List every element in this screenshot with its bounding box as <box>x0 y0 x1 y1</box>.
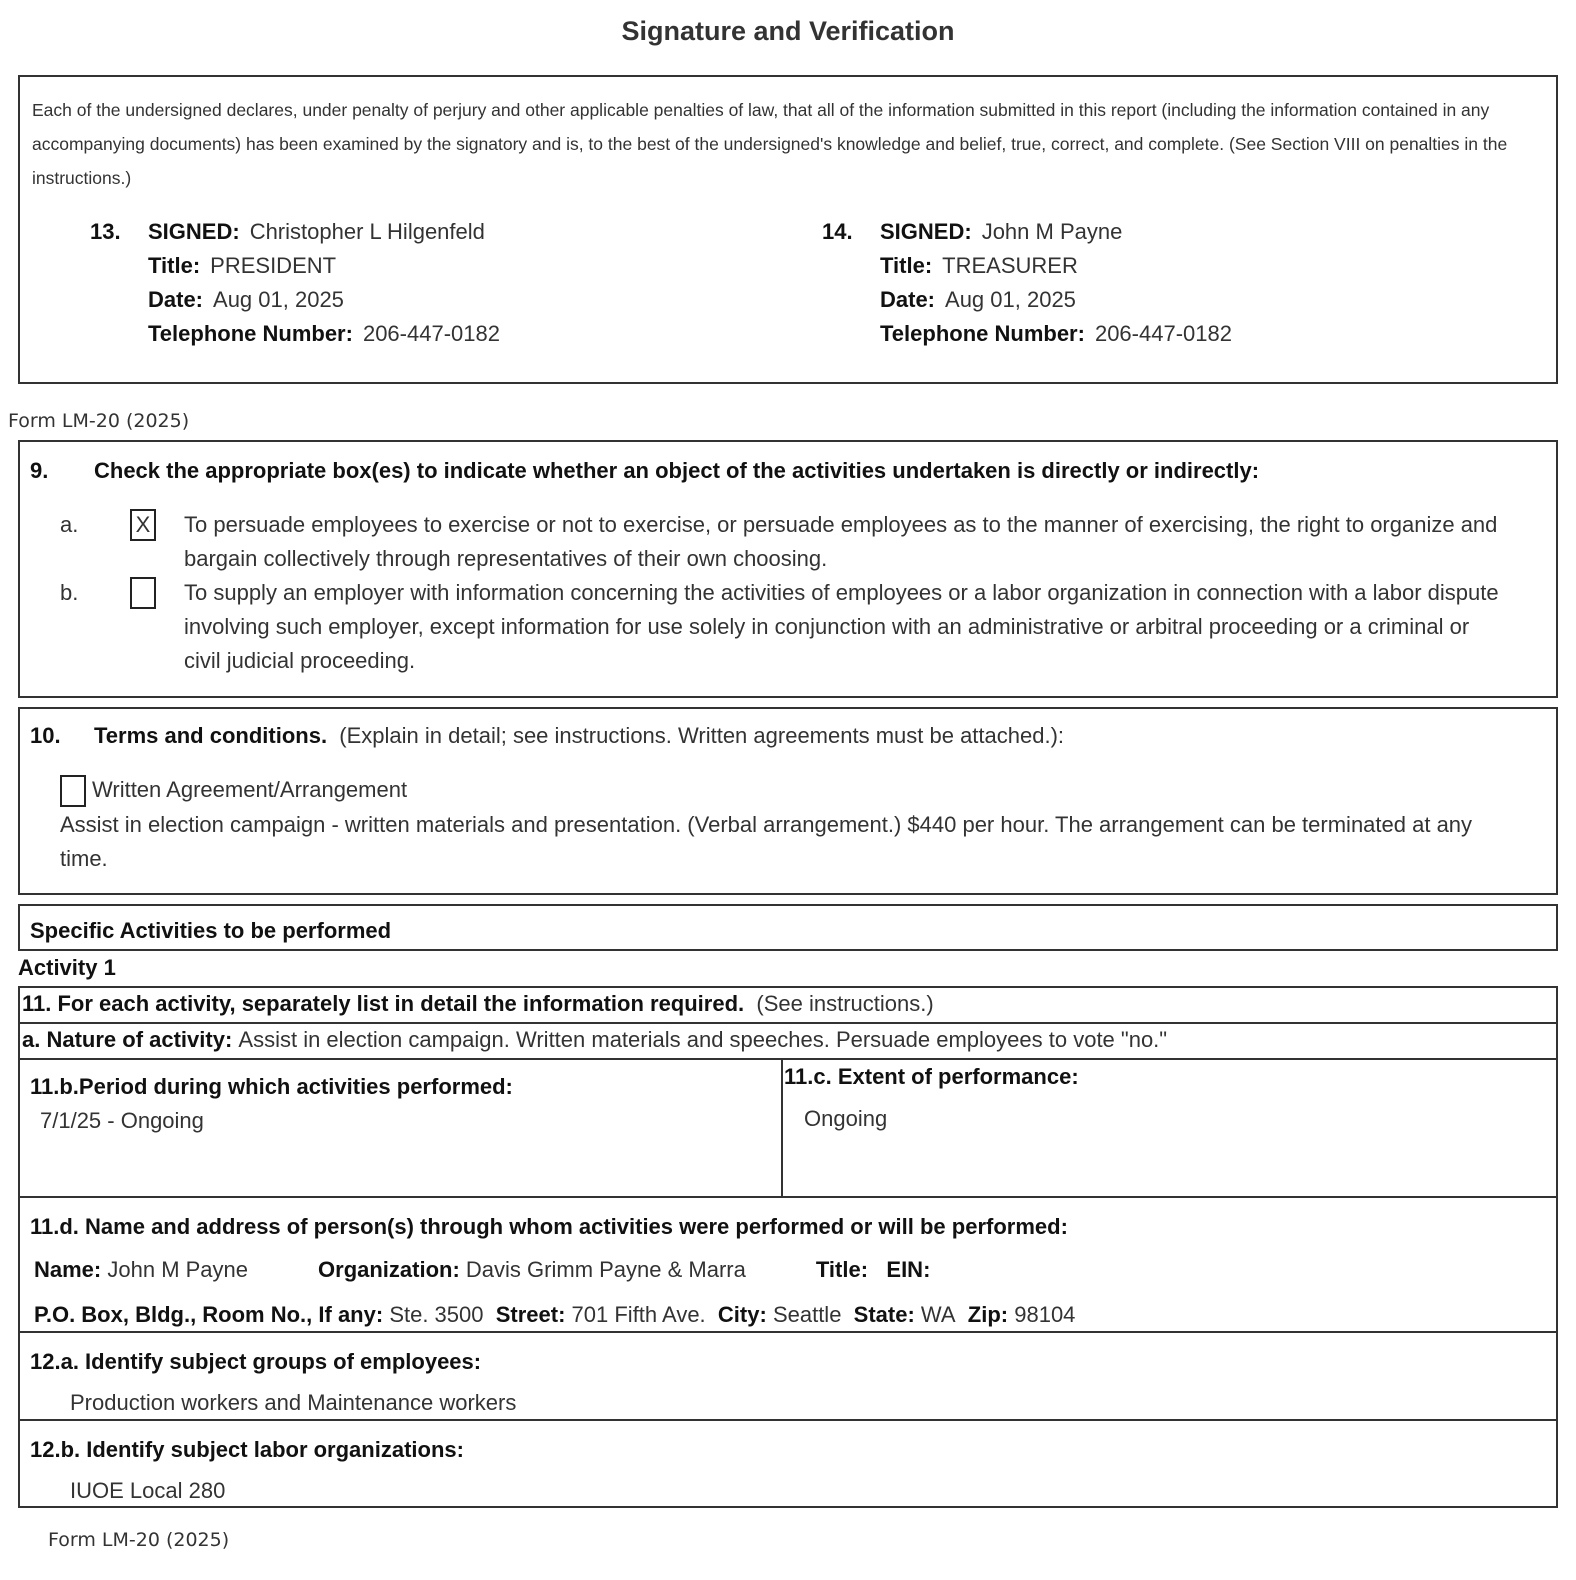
pobox-value: Ste. 3500 <box>389 1302 484 1327</box>
nature-of-activity-value: Assist in election campaign. Written materials and speeches. Persuade employees to vote "no." <box>238 1027 1168 1052</box>
section-9-box <box>18 440 1558 698</box>
written-agreement-checkbox[interactable] <box>60 775 86 807</box>
item-letter: b. <box>60 580 79 605</box>
date-row <box>880 283 1232 317</box>
written-agreement-label: Written Agreement/Arrangement <box>92 777 408 802</box>
section-10-number: 10. <box>30 723 61 748</box>
title-label: Title: <box>148 253 201 278</box>
item-a-checkbox[interactable]: X <box>130 509 156 541</box>
column-divider <box>781 1060 783 1196</box>
ein-label: EIN: <box>886 1257 931 1282</box>
phone-row <box>880 317 1232 351</box>
date-label: Date: <box>880 287 936 312</box>
section-10-heading <box>30 723 1064 749</box>
extent-label: 11.c. Extent of performance: <box>784 1064 1079 1089</box>
terms-description: Assist in election campaign - written materials and presentation. (Verbal arrangement.) $440 per hour. The arrangement can be terminated at any time. <box>60 812 1473 871</box>
date-value: Aug 01, 2025 <box>213 287 344 312</box>
footer-form-label: Form LM-20 (2025) <box>48 1529 230 1551</box>
date-value: Aug 01, 2025 <box>945 287 1076 312</box>
subject-groups-value: Production workers and Maintenance workers <box>70 1390 517 1415</box>
name-label: Name: <box>34 1257 102 1282</box>
state-label: State: <box>853 1302 915 1327</box>
signed-value: John M Payne <box>981 219 1123 244</box>
subject-groups-label: 12.a. Identify subject groups of employees: <box>30 1349 482 1374</box>
period-cell <box>30 1074 513 1133</box>
item-11-note: (See instructions.) <box>756 991 934 1016</box>
date-row <box>148 283 500 317</box>
signed-row <box>880 215 1232 249</box>
phone-value: 206-447-0182 <box>1094 321 1232 346</box>
item-11a-row <box>18 1022 1558 1060</box>
declaration-text: Each of the undersigned declares, under penalty of perjury and other applicable penalties of law, that all of the information submitted in this report (including the information contained in any accompanying documents) has been examined by the signatory and is, to the best of the undersigned's knowledge and belief, true, correct, and complete. (See Section VIII on penalties in the instructions.) <box>32 100 1508 188</box>
period-label: 11.b.Period during which activities performed: <box>30 1074 513 1099</box>
title-row <box>880 249 1232 283</box>
street-value: 701 Fifth Ave. <box>571 1302 706 1327</box>
signatory-number: 13. <box>90 219 121 244</box>
street-label: Street: <box>495 1302 566 1327</box>
item-letter: a. <box>60 512 79 537</box>
city-value: Seattle <box>772 1302 842 1327</box>
signature-verification-box <box>18 75 1558 384</box>
item-11bc-row <box>18 1058 1558 1198</box>
extent-value: Ongoing <box>804 1106 888 1131</box>
state-value: WA <box>920 1302 956 1327</box>
nature-of-activity-label: a. Nature of activity: <box>22 1027 233 1052</box>
signed-row <box>148 215 500 249</box>
specific-activities-title: Specific Activities to be performed <box>30 918 392 943</box>
phone-label: Telephone Number: <box>880 321 1085 346</box>
title-value: PRESIDENT <box>210 253 337 278</box>
page-title: Signature and Verification <box>621 16 955 46</box>
phone-value: 206-447-0182 <box>362 321 500 346</box>
signed-label: SIGNED: <box>148 219 240 244</box>
period-value: 7/1/25 - Ongoing <box>40 1108 204 1133</box>
section-9-heading <box>30 458 1259 484</box>
item-text: To persuade employees to exercise or not to exercise, or persuade employees as to the manner of exercising, the right to organize and bargain collectively through representatives of their own choosing. <box>184 512 1498 571</box>
item-text: To supply an employer with information concerning the activities of employees or a labor organization in connection with a labor dispute involving such employer, except information for use solely in conjunction with an administrative or arbitral proceeding or a criminal or civil judicial proceeding. <box>184 580 1499 673</box>
phone-row <box>148 317 500 351</box>
labor-organizations-label: 12.b. Identify subject labor organizations: <box>30 1437 464 1462</box>
phone-label: Telephone Number: <box>148 321 353 346</box>
section-9-number: 9. <box>30 458 49 483</box>
signatory-number: 14. <box>822 219 853 244</box>
form-label: Form LM-20 (2025) <box>8 410 190 432</box>
section-10-subheading: (Explain in detail; see instructions. Written agreements must be attached.): <box>339 723 1065 748</box>
zip-label: Zip: <box>967 1302 1009 1327</box>
title-label: Title: <box>815 1257 869 1282</box>
title-row <box>148 249 500 283</box>
name-value: John M Payne <box>107 1257 249 1282</box>
organization-value: Davis Grimm Payne & Marra <box>465 1257 746 1282</box>
activity-label: Activity 1 <box>18 955 116 980</box>
zip-value: 98104 <box>1014 1302 1076 1327</box>
title-value: TREASURER <box>942 253 1078 278</box>
signed-value: Christopher L Hilgenfeld <box>249 219 485 244</box>
item-12a-row <box>18 1331 1558 1421</box>
extent-cell <box>784 1064 1079 1131</box>
title-label: Title: <box>880 253 933 278</box>
date-label: Date: <box>148 287 204 312</box>
organization-label: Organization: <box>318 1257 460 1282</box>
item-11d-heading: 11.d. Name and address of person(s) through whom activities were performed or will be performed: <box>30 1214 1068 1239</box>
item-11-row <box>18 986 1558 1024</box>
item-11d-row <box>18 1196 1558 1333</box>
signed-label: SIGNED: <box>880 219 972 244</box>
section-9-heading-text: Check the appropriate box(es) to indicate whether an object of the activities undertaken is directly or indirectly: <box>94 458 1260 483</box>
section-10-box <box>18 707 1558 895</box>
item-b-checkbox[interactable] <box>130 577 156 609</box>
item-12b-row <box>18 1419 1558 1508</box>
item-11-heading: 11. For each activity, separately list in detail the information required. <box>22 991 745 1016</box>
labor-organizations-value: IUOE Local 280 <box>70 1478 226 1503</box>
person-line <box>34 1257 937 1283</box>
specific-activities-header <box>18 904 1558 951</box>
section-10-heading-text: Terms and conditions. <box>94 723 328 748</box>
city-label: City: <box>717 1302 767 1327</box>
address-line <box>34 1302 1075 1328</box>
pobox-label: P.O. Box, Bldg., Room No., If any: <box>34 1302 384 1327</box>
